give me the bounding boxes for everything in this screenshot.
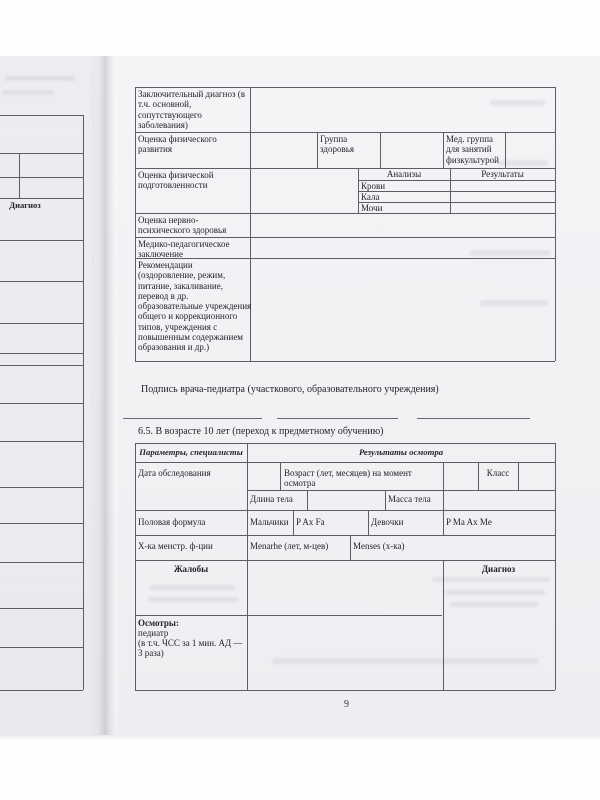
table2-params-header: Параметры, специалисты [139,447,243,457]
table2-menarche-label: Menarhe (лет, м-цев) [250,541,329,551]
table1-border [135,132,555,133]
bleed-through-artifact [445,590,545,595]
left-table-border [0,323,83,324]
table1-blood-label: Крови [361,181,386,191]
bleed-through-artifact [470,250,550,256]
left-table-border [0,562,83,563]
left-table-border [0,523,83,524]
bleed-through-artifact [5,76,75,81]
left-table-border [19,153,20,198]
table2-sex-formula-label: Половая формула [138,517,206,527]
table1-medped-label: Медико-педагогическое заключение [138,239,230,260]
table1-analyses-header: Анализы [386,169,422,179]
left-table-border [0,115,83,116]
table1-border [135,87,136,361]
table1-med-group-label: Мед. группа для занятий физкультурой [446,134,499,165]
open-book-pages [0,56,600,735]
table2-border [135,690,555,691]
table1-urine-label: Мочи [361,203,383,213]
table1-neuro-label: Оценка нервно-психического здоровья [138,215,227,236]
table2-boys-label: Мальчики [250,517,289,527]
left-table-border [0,647,83,648]
table2-girls-formula-label: P Ma Ax Me [446,517,492,527]
table1-physical-fitness-label: Оценка физической подготовленности [138,170,214,191]
left-table-border [0,487,83,488]
table1-border [135,237,555,238]
bleed-through-artifact [148,597,238,602]
table1-border [135,361,555,362]
table2-border [247,490,555,491]
left-table-border [0,240,83,241]
table1-border [135,87,555,88]
table1-border [317,132,318,168]
left-table-border [83,115,84,690]
table1-final-diagnosis-label: Заключительный диагноз (в т.ч. основной, сопутствующего заболевания) [138,89,245,130]
table2-body-mass-label: Масса тела [388,494,431,504]
bleed-through-artifact [150,585,235,590]
left-page-surface [0,56,95,735]
table2-border [368,510,369,535]
table2-border [385,490,386,510]
table2-border [135,510,555,511]
book-spine-crease [90,56,120,735]
left-table-border [0,281,83,282]
table2-body-length-label: Длина тела [250,494,293,504]
bleed-through-artifact [450,602,538,607]
table2-age-label: Возраст (лет, месяцев) на момент осмотра [284,468,412,489]
table2-border [350,535,351,560]
left-table-border [0,198,83,199]
table2-border [135,615,442,616]
table2-border [443,560,444,690]
table2-border [555,443,556,690]
pediatrician-signature-caption: Подпись врача-педиатра (участкового, образовательного учреждения) [141,384,439,395]
page-number: 9 [344,699,349,710]
bleed-through-artifact [2,90,54,95]
table2-border [280,462,281,490]
left-page-diagnosis-label: Диагноз [9,200,41,210]
table1-results-header: Результаты [481,169,524,179]
table2-border [247,443,248,690]
left-table-border [0,690,83,691]
table1-physical-development-label: Оценка физического развития [138,134,217,155]
table2-girls-label: Девочки [371,517,404,527]
table1-stool-label: Кала [361,192,380,202]
left-table-border [0,365,83,366]
table2-complaints-header: Жалобы [173,564,209,574]
table1-border [443,132,444,168]
table1-recommendations-label: Рекомендации (оздоровление, режим, питание, закаливание, перевод в др. образовательные учреждения общего и коррекционного типов, учреждения с повышенным содержанием образования и др.) [138,260,252,353]
left-table-border [0,353,83,354]
left-table-border [0,153,83,154]
table2-border [135,535,555,536]
table2-menses-label: Menses (х-ка) [353,541,405,551]
table2-border [518,462,519,490]
table1-border [505,132,506,168]
bleed-through-artifact [432,577,550,582]
table2-border [135,443,555,444]
left-table-border [0,608,83,609]
table1-border [555,87,556,361]
table1-health-group-label: Группа здоровья [320,134,354,155]
left-table-border [0,441,83,442]
left-table-border [0,177,83,178]
table2-border [135,462,555,463]
left-table-border [0,403,83,404]
table2-class-label: Класс [486,468,510,478]
signature-line [417,418,530,419]
table2-menstrual-label: Х-ка менстр. ф-ции [138,541,213,551]
signature-line [123,418,262,419]
table1-border [380,132,381,168]
section-6-5-heading: 6.5. В возрасте 10 лет (переход к предметному обучению) [138,426,384,437]
table1-border [135,213,555,214]
table2-exams-line3: (в т.ч. ЧСС за 1 мин. АД — 3 раза) [138,638,243,659]
bleed-through-artifact [273,658,538,664]
table2-exam-date-label: Дата обследования [138,468,211,478]
bleed-through-artifact [480,300,548,306]
table2-boys-formula-label: P Ax Fa [296,517,325,527]
table2-exams-title: Осмотры: [138,618,179,628]
table2-diagnosis-header: Диагноз [481,564,516,574]
table2-exams-line2: педиатр [138,628,169,638]
table2-results-header: Результаты осмотра [358,447,444,457]
table2-border [135,560,555,561]
signature-line [277,418,398,419]
bleed-through-artifact [490,100,545,106]
